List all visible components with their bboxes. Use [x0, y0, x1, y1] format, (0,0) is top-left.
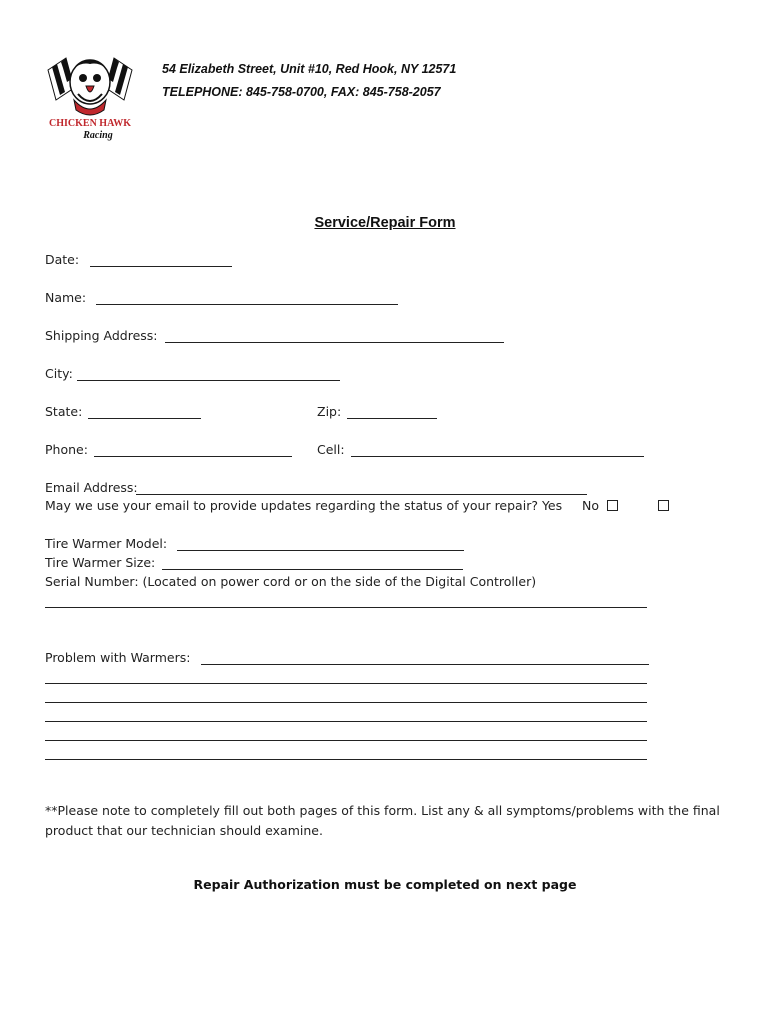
cell-label: Cell: [317, 442, 345, 457]
state-field[interactable] [88, 418, 201, 419]
serial-number-label: Serial Number: (Located on power cord or on the side of the Digital Controller) [45, 574, 537, 589]
problem-field-line[interactable] [45, 740, 647, 741]
logo-wordmark: CHICKEN HAWK [49, 118, 131, 129]
warmer-size-label: Tire Warmer Size: [45, 555, 156, 570]
date-label: Date: [45, 252, 80, 267]
name-label: Name: [45, 290, 87, 305]
warmer-size-field[interactable] [162, 569, 463, 570]
date-field[interactable] [90, 266, 232, 267]
warmer-model-field[interactable] [177, 550, 464, 551]
repair-authorization-notice: Repair Authorization must be completed on next page [193, 877, 577, 892]
zip-field[interactable] [347, 418, 437, 419]
completion-note: **Please note to completely fill out both pages of this form. List any & all symptoms/problems with the final product that our technician should examine. [45, 803, 720, 838]
phone-field[interactable] [94, 456, 292, 457]
chicken-hawk-racing-logo [44, 48, 136, 144]
problem-field-line[interactable] [45, 702, 647, 703]
company-address: 54 Elizabeth Street, Unit #10, Red Hook, NY 12571 [162, 62, 457, 76]
no-checkbox[interactable] [658, 500, 669, 511]
name-field[interactable] [96, 304, 398, 305]
shipping-address-field[interactable] [165, 342, 504, 343]
form-title: Service/Repair Form [314, 215, 456, 231]
shipping-address-label: Shipping Address: [45, 328, 158, 343]
problem-field-line[interactable] [45, 721, 647, 722]
problem-label: Problem with Warmers: [45, 650, 191, 665]
cell-field[interactable] [351, 456, 644, 457]
zip-label: Zip: [317, 404, 342, 419]
serial-number-field[interactable] [45, 607, 647, 608]
hawk-mascot-icon [70, 60, 110, 115]
state-label: State: [45, 404, 83, 419]
problem-field-line[interactable] [201, 664, 649, 665]
yes-checkbox[interactable] [607, 500, 618, 511]
logo-subtitle: Racing [83, 130, 113, 141]
warmer-model-label: Tire Warmer Model: [45, 536, 168, 551]
company-phone-fax: TELEPHONE: 845-758-0700, FAX: 845-758-2057 [162, 85, 441, 99]
email-field[interactable] [136, 494, 587, 495]
city-label: City: [45, 366, 73, 381]
phone-label: Phone: [45, 442, 88, 457]
no-label: No [582, 498, 599, 513]
problem-field-line[interactable] [45, 683, 647, 684]
email-permission-question: May we use your email to provide updates regarding the status of your repair? Yes [45, 498, 563, 513]
problem-field-line[interactable] [45, 759, 647, 760]
email-label: Email Address: [45, 480, 138, 495]
city-field[interactable] [77, 380, 340, 381]
